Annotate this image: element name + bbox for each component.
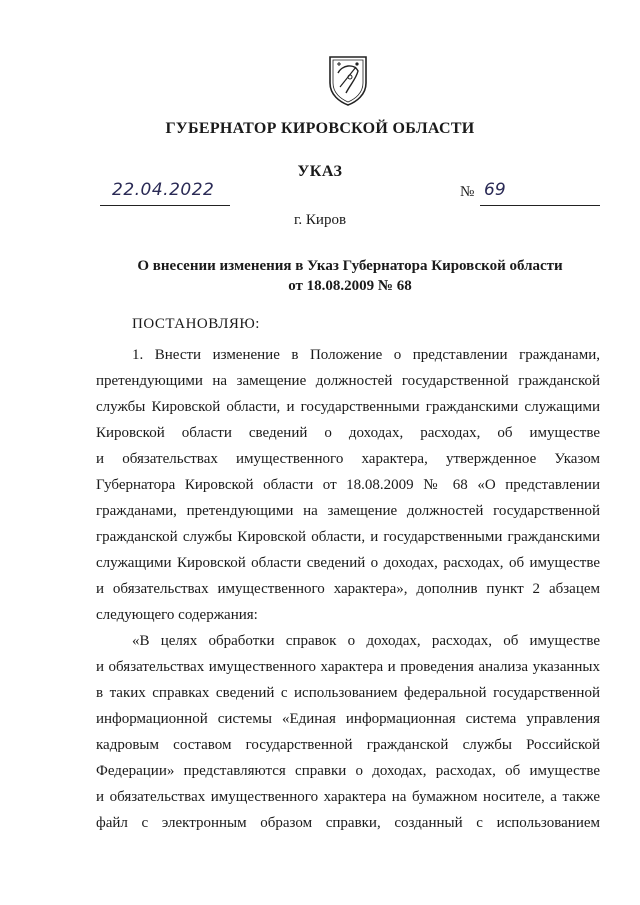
decree-word: ПОСТАНОВЛЯЮ: [132,316,260,332]
body-line: и обязательствах имущественного характера», дополнив пункт 2 абзацем [96,581,600,597]
body-line: следующего содержания: [96,607,258,623]
subject-line: от 18.08.2009 № 68 [288,278,412,294]
body-line: служащими Кировской области сведений о доходах, расходах, об имуществе [96,555,600,571]
body-line: «В целях обработки справок о доходах, расходах, об имуществе [132,633,600,649]
document-type: УКАЗ [297,163,343,180]
document-number: 69 [484,180,506,200]
city-name: г. Киров [293,212,347,228]
document-subject [60,256,640,296]
body-line: информационной системы «Единая информационная система управления [96,711,600,727]
body-line: в таких справках сведений с использованием федеральной государственной [96,685,600,701]
body-line: файл с электронным образом справки, созданный с использованием [96,815,600,831]
body-line: претендующими на замещение должностей государственной гражданской [96,373,600,389]
document-date: 22.04.2022 [112,180,215,200]
body-line: гражданской службы Кировской области, и государственными гражданскими [96,529,600,545]
body-line: и обязательствах имущественного характера и проведения анализа указанных [96,659,600,675]
organization-title: ГУБЕРНАТОР КИРОВСКОЙ ОБЛАСТИ [165,120,475,137]
body-line: гражданами, претендующими на замещение должностей государственной [96,503,600,519]
body-line: службы Кировской области, и государственными гражданскими служащими [96,399,600,415]
body-line: Губернатора Кировской области от 18.08.2009 № 68 «О представлении [96,477,600,493]
body-line: и обязательствах имущественного характера, утвержденное Указом [96,451,600,467]
body-line: кадровым составом государственной гражданской службы Российской [96,737,600,753]
body-line: Кировской области сведений о доходах, расходах, об имуществе [96,425,600,441]
subject-line: О внесении изменения в Указ Губернатора Кировской области [137,258,563,274]
body-line: и обязательствах имущественного характера на бумажном носителе, а также [96,789,600,805]
kirov-coat-of-arms-icon [326,53,370,107]
body-line: 1. Внести изменение в Положение о представлении гражданами, [132,347,600,363]
number-label: № [460,184,475,200]
body-line: Федерации» представляются справки о доходах, расходах, об имуществе [96,763,600,779]
